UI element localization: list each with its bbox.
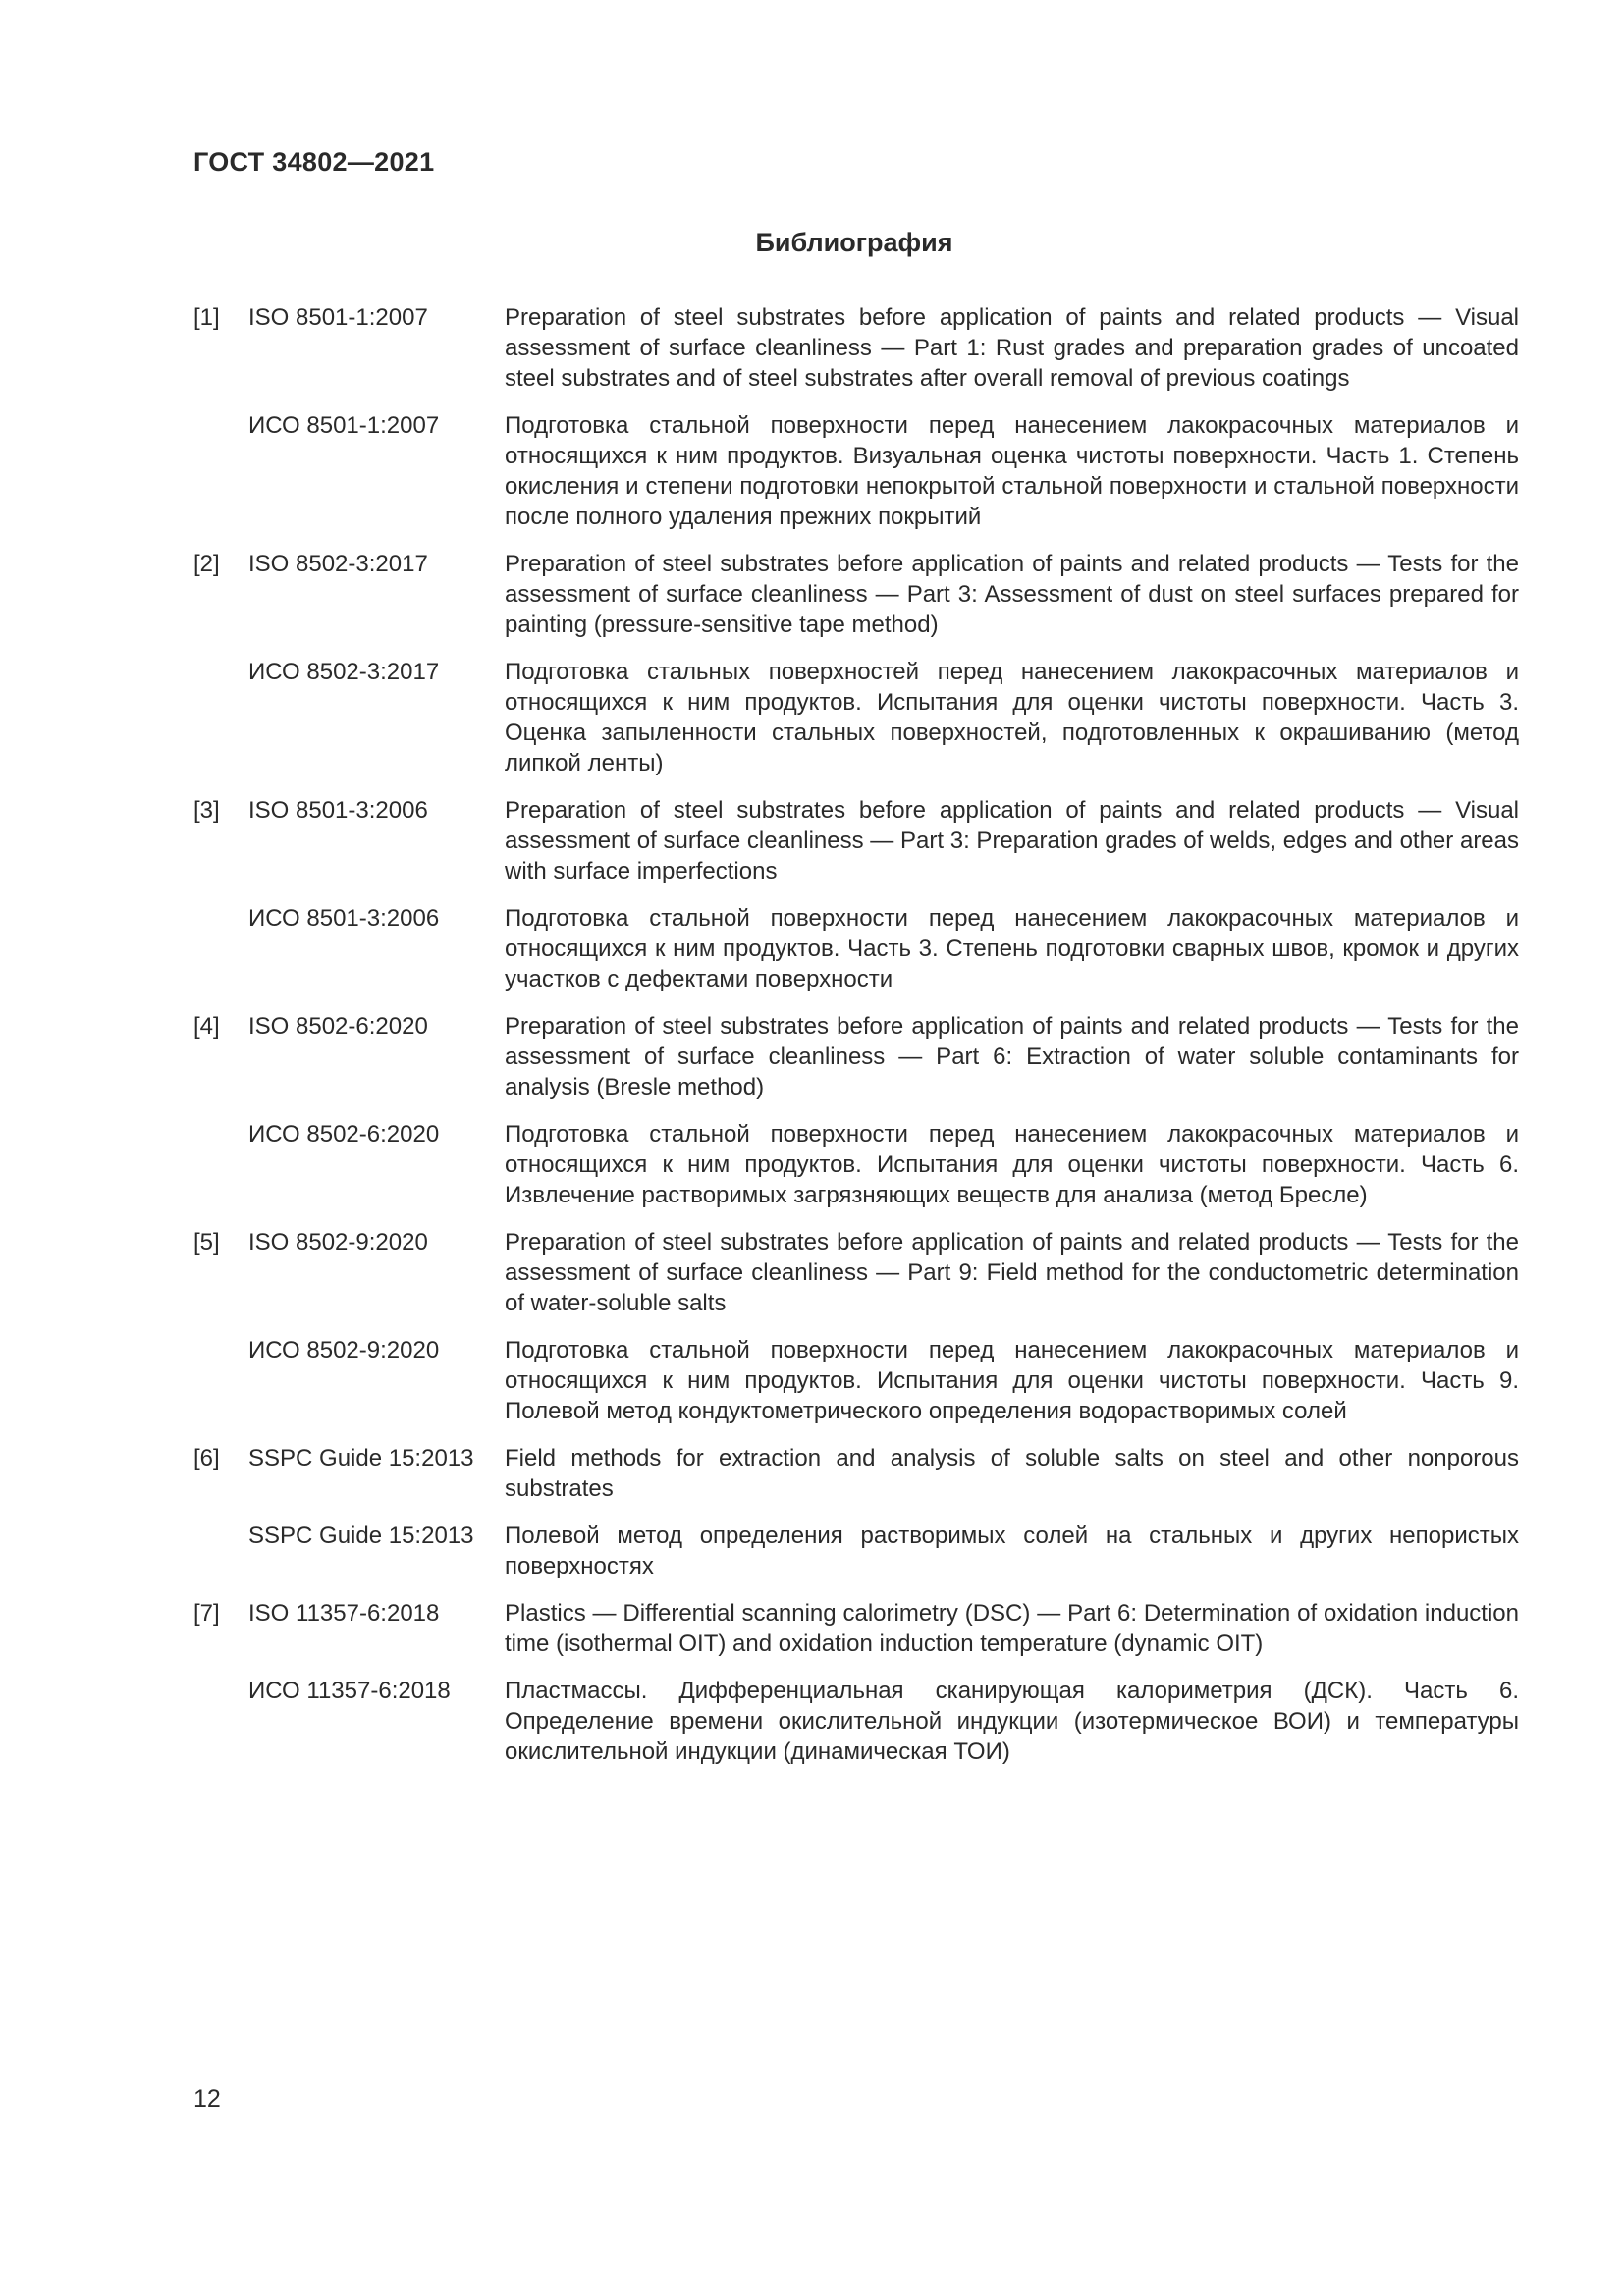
reference-code: ISO 8501-1:2007 xyxy=(248,304,428,331)
reference-title: Preparation of steel substrates before application of paints and related products — Tests for the assessment of surface cleanliness — Part 9: Field method for the conductometric determination of water-soluble salts xyxy=(505,1229,1519,1316)
reference-code: ИСО 8501-1:2007 xyxy=(248,412,440,439)
reference-number: [3] xyxy=(193,797,220,824)
reference-number: [4] xyxy=(193,1013,220,1040)
reference-code: ISO 11357-6:2018 xyxy=(248,1600,440,1627)
reference-list xyxy=(193,302,1519,1767)
reference-entry-1-ru xyxy=(193,410,1519,532)
standard-code-header: ГОСТ 34802—2021 xyxy=(193,147,435,177)
reference-title: Preparation of steel substrates before application of paints and related products — Visual assessment of surface cleanliness — Part 3: Preparation grades of welds, edges and other areas with surface imperfections xyxy=(505,797,1519,884)
reference-number: [7] xyxy=(193,1600,220,1627)
reference-title: Подготовка стальных поверхностей перед нанесением лакокрасочных материалов и относящихся к ним продуктов. Испытания для оценки чистоты поверхности. Часть 3. Оценка запыленности стальных поверхностей, подготовленных к окрашиванию (метод липкой ленты) xyxy=(505,659,1519,776)
reference-entry-4-en xyxy=(193,1011,1519,1102)
reference-entry-3-ru xyxy=(193,903,1519,994)
reference-title: Полевой метод определения растворимых солей на стальных и других непористых поверхностях xyxy=(505,1522,1519,1579)
reference-number: [6] xyxy=(193,1445,220,1471)
reference-code: ИСО 8502-3:2017 xyxy=(248,659,440,685)
reference-entry-4-ru xyxy=(193,1119,1519,1210)
reference-code: ИСО 11357-6:2018 xyxy=(248,1678,451,1704)
reference-title: Пластмассы. Дифференциальная сканирующая калориметрия (ДСК). Часть 6. Определение времени окислительной индукции (изотермическое ВОИ) и температуры окислительной индукции (динамическая ТОИ) xyxy=(505,1678,1519,1765)
reference-number: [5] xyxy=(193,1229,220,1255)
reference-code: ISO 8502-3:2017 xyxy=(248,551,428,577)
reference-entry-6-ru xyxy=(193,1521,1519,1581)
reference-code: ISO 8501-3:2006 xyxy=(248,797,428,824)
reference-title: Field methods for extraction and analysis of soluble salts on steel and other nonporous substrates xyxy=(505,1445,1519,1502)
reference-entry-5-en xyxy=(193,1227,1519,1318)
reference-entry-7-ru xyxy=(193,1676,1519,1767)
reference-entry-3-en xyxy=(193,795,1519,886)
reference-title: Preparation of steel substrates before application of paints and related products — Visual assessment of surface cleanliness — Part 1: Rust grades and preparation grades of uncoated steel substrates and of steel substrates after overall removal of previous coatings xyxy=(505,304,1519,392)
reference-title: Подготовка стальной поверхности перед нанесением лакокрасочных материалов и относящихся к ним продуктов. Часть 3. Степень подготовки сварных швов, кромок и других участков с дефектами поверхности xyxy=(505,905,1519,992)
reference-title: Подготовка стальной поверхности перед нанесением лакокрасочных материалов и относящихся к ним продуктов. Испытания для оценки чистоты поверхности. Часть 6. Извлечение растворимых загрязняющих веществ для анализа (метод Бресле) xyxy=(505,1121,1519,1208)
reference-code: ИСО 8501-3:2006 xyxy=(248,905,440,932)
reference-code: ISO 8502-9:2020 xyxy=(248,1229,428,1255)
reference-title: Подготовка стальной поверхности перед нанесением лакокрасочных материалов и относящихся к ним продуктов. Испытания для оценки чистоты поверхности. Часть 9. Полевой метод кондуктометрического определения водорастворимых солей xyxy=(505,1337,1519,1424)
reference-number: [2] xyxy=(193,551,220,577)
reference-title: Подготовка стальной поверхности перед нанесением лакокрасочных материалов и относящихся к ним продуктов. Визуальная оценка чистоты поверхности. Часть 1. Степень окисления и степени подготовки непокрытой стальной поверхности и стальной поверхности после полного удаления прежних покрытий xyxy=(505,412,1519,530)
reference-code: ISO 8502-6:2020 xyxy=(248,1013,428,1040)
reference-entry-1-en xyxy=(193,302,1519,394)
reference-entry-7-en xyxy=(193,1598,1519,1659)
reference-code: SSPC Guide 15:2013 xyxy=(248,1522,474,1549)
reference-entry-2-ru xyxy=(193,657,1519,778)
reference-title: Plastics — Differential scanning calorimetry (DSC) — Part 6: Determination of oxidation induction time (isothermal OIT) and oxidation induction temperature (dynamic OIT) xyxy=(505,1600,1519,1657)
reference-entry-5-ru xyxy=(193,1335,1519,1426)
reference-code: SSPC Guide 15:2013 xyxy=(248,1445,474,1471)
reference-entry-6-en xyxy=(193,1443,1519,1504)
reference-code: ИСО 8502-6:2020 xyxy=(248,1121,440,1148)
reference-entry-2-en xyxy=(193,549,1519,640)
page-number: 12 xyxy=(193,2085,221,2112)
bibliography-title: Библиография xyxy=(755,228,953,257)
reference-title: Preparation of steel substrates before application of paints and related products — Tests for the assessment of surface cleanliness — Part 3: Assessment of dust on steel surfaces prepared for painting (pressure-sensitive tape method) xyxy=(505,551,1519,638)
reference-code: ИСО 8502-9:2020 xyxy=(248,1337,440,1363)
reference-number: [1] xyxy=(193,304,220,331)
reference-title: Preparation of steel substrates before application of paints and related products — Tests for the assessment of surface cleanliness — Part 6: Extraction of water soluble contaminants for analysis (Bresle method) xyxy=(505,1013,1519,1100)
